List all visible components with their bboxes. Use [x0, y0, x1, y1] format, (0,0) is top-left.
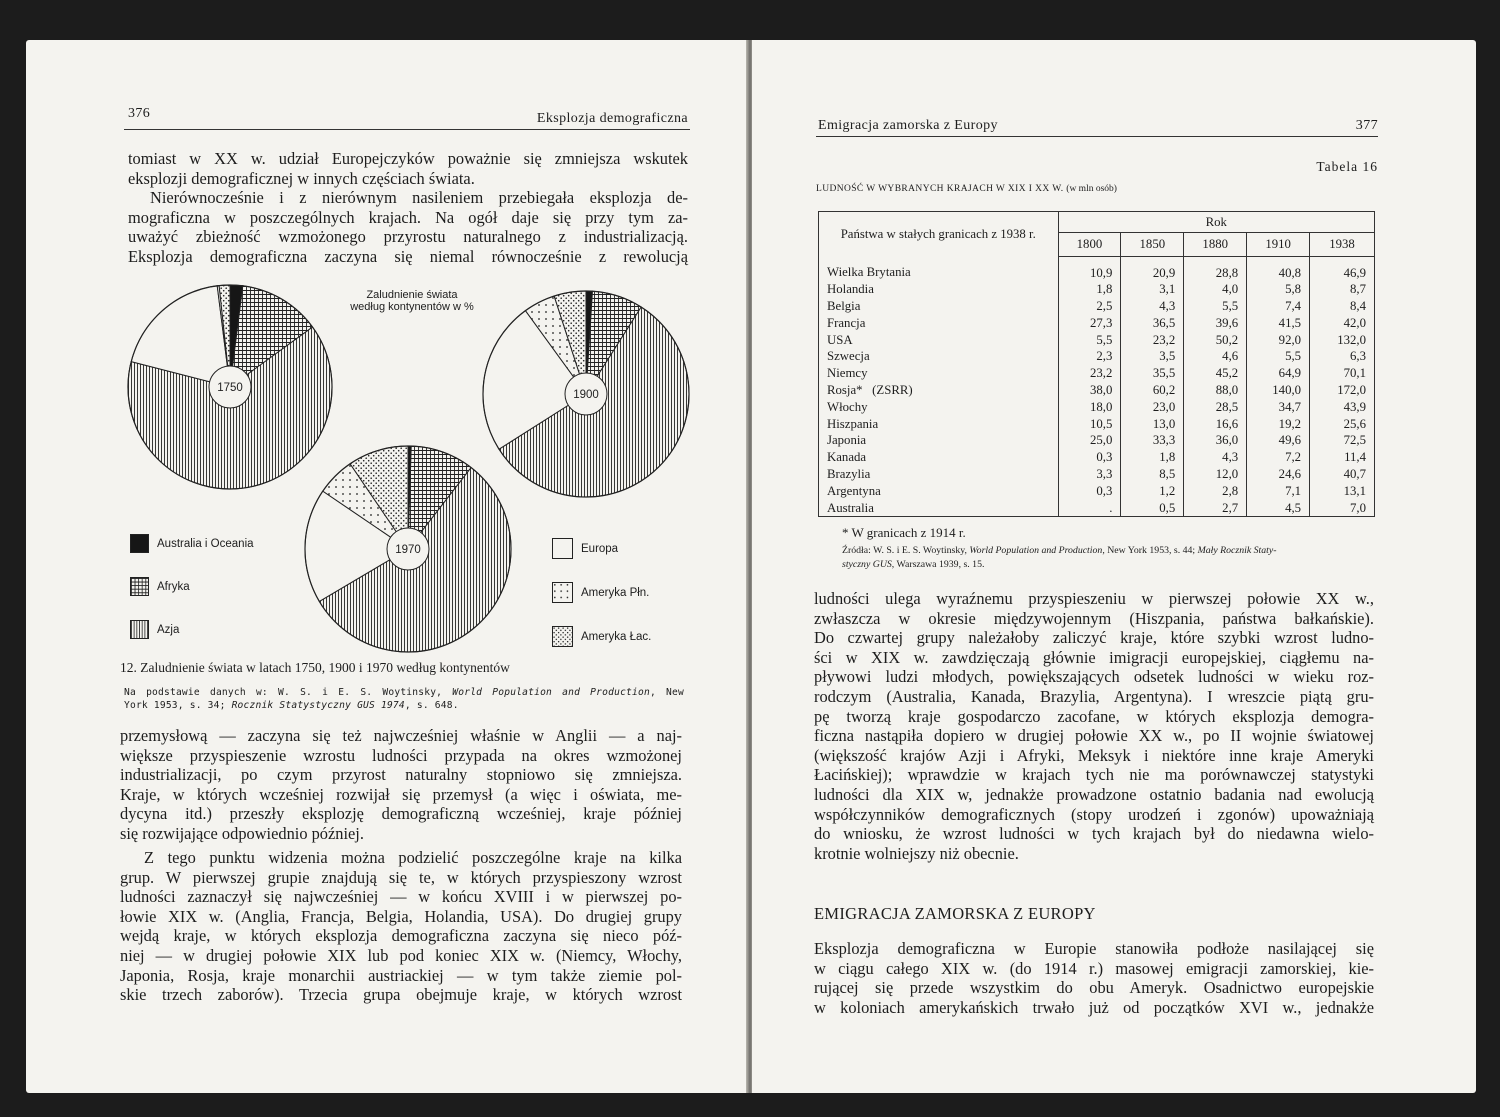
value-cell: 39,6	[1184, 315, 1247, 332]
value-cell: 19,2	[1247, 416, 1310, 433]
table-row	[819, 399, 1375, 416]
text-line: krotnie wolniejszy niż obecnie.	[814, 843, 1019, 863]
value-cell: 8,7	[1310, 281, 1375, 298]
text-line: rującej się przede wszystkim do obu Ameryk. Osadnictwo europejskie	[814, 978, 1374, 998]
value-cell: 43,9	[1310, 399, 1375, 416]
table-title-main: LUDNOŚĆ W WYBRANYCH KRAJACH W XIX I XX W.	[816, 184, 1064, 194]
text-line: uważyć zbieżność wzmożonego przyrostu naturalnego z industrializacją.	[128, 227, 688, 247]
value-cell: 172,0	[1310, 382, 1375, 399]
text-line: wejdą kraje, w których eksplozja demograficzna zaczyna się nieco póź-	[120, 926, 682, 946]
legend-label: Azja	[157, 623, 180, 636]
column-group-header: Rok	[1058, 212, 1375, 233]
text-line: większe przyspieszenie wzrostu ludności przypada na okres wzmożonej	[120, 745, 682, 765]
paragraph-bottom-right	[814, 939, 1374, 1017]
value-cell: 4,3	[1121, 298, 1184, 315]
column-header-year: 1938	[1310, 233, 1375, 256]
country-cell: Holandia	[819, 281, 1059, 298]
table-row	[819, 432, 1375, 449]
country-cell: Szwecja	[819, 348, 1059, 365]
value-cell: 64,9	[1247, 365, 1310, 382]
value-cell: 3,5	[1121, 348, 1184, 365]
value-cell: 2,8	[1184, 483, 1247, 500]
source-text: Źródła: W. S. i E. S. Woytinsky,	[842, 545, 970, 556]
country-cell: Argentyna	[819, 483, 1059, 500]
value-cell: 70,1	[1310, 365, 1375, 382]
text-line: Kraje, w których wcześniej rozwijał się przemysł (a więc i oświata, me-	[120, 784, 682, 804]
pie-year-label: 1750	[217, 382, 243, 394]
value-cell: 36,0	[1184, 432, 1247, 449]
table-row	[819, 382, 1375, 399]
value-cell: 25,6	[1310, 416, 1375, 433]
table-title-unit: (w mln osób)	[1066, 184, 1117, 194]
source-text: , Warszawa 1939, s. 15.	[891, 558, 985, 570]
value-cell: 2,3	[1058, 348, 1121, 365]
table-title	[816, 184, 1117, 194]
source-line	[124, 686, 684, 699]
pie-1900	[483, 291, 689, 497]
text-line: Z tego punktu widzenia można podzielić poszczególne kraje na kilka	[144, 848, 682, 867]
text-line: Japonia, Rosja, kraje monarchii austriackiej — w tym także ziemie pol-	[120, 965, 682, 985]
text-line: Nierównocześnie i z nierównym nasileniem przebiegała eksplozja de-	[150, 188, 688, 208]
value-cell: 7,4	[1247, 298, 1310, 315]
text-line: zwłaszcza w okresie międzywojennym (Hiszpania, państwa bałkańskie).	[814, 608, 1374, 628]
value-cell: 60,2	[1121, 382, 1184, 399]
value-cell: 6,3	[1310, 348, 1375, 365]
value-cell: 50,2	[1184, 332, 1247, 349]
source-title: World Population and Production	[452, 687, 650, 698]
value-cell: 3,3	[1058, 466, 1121, 483]
country-cell: Rosja* (ZSRR)	[819, 382, 1059, 399]
country-cell: Wielka Brytania	[819, 256, 1059, 281]
value-cell: 34,7	[1247, 399, 1310, 416]
value-cell: 38,0	[1058, 382, 1121, 399]
text-line: tomiast w XX w. udział Europejczyków poważnie się zmniejsza wskutek	[128, 149, 688, 168]
value-cell: 5,5	[1247, 348, 1310, 365]
value-cell: 140,0	[1247, 382, 1310, 399]
value-cell: 72,5	[1310, 432, 1375, 449]
paragraph-mid-left	[120, 726, 682, 844]
pie-charts	[110, 282, 710, 660]
text-line: współczynników demograficznych (stopy urodzeń i zgonów) upoważniają	[814, 804, 1374, 824]
source-line	[842, 558, 1378, 572]
value-cell: 4,3	[1184, 449, 1247, 466]
value-cell: 27,3	[1058, 315, 1121, 332]
country-cell: Francja	[819, 315, 1059, 332]
figure-source	[124, 686, 684, 712]
value-cell: 132,0	[1310, 332, 1375, 349]
table-row	[819, 281, 1375, 298]
text-line: (większość krajów Azji i Afryki, Meksyk i niektóre inne kraje Ameryki	[814, 745, 1374, 765]
column-header-year: 1910	[1247, 233, 1310, 256]
chart-title-line: Zaludnienie świata	[366, 289, 458, 301]
figure-caption: 12. Zaludnienie świata w latach 1750, 1900 i 1970 według kontynentów	[120, 660, 510, 675]
value-cell: 8,5	[1121, 466, 1184, 483]
section-title: EMIGRACJA ZAMORSKA Z EUROPY	[814, 904, 1096, 923]
text-line: dycyna itd.) przeszły eksplozję demograficzną wcześniej, kraje później	[120, 804, 682, 824]
pie-year-label: 1970	[395, 544, 421, 556]
value-cell: 1,8	[1058, 281, 1121, 298]
source-text: York 1953, s. 34;	[124, 700, 232, 711]
value-cell: 92,0	[1247, 332, 1310, 349]
value-cell: 41,5	[1247, 315, 1310, 332]
pie-1970	[305, 446, 511, 652]
column-header-country: Państwa w stałych granicach z 1938 r.	[819, 212, 1059, 257]
value-cell: 20,9	[1121, 256, 1184, 281]
text-line: skie trzech zaborów). Trzecia grupa obejmuje kraje, w których wzrost	[120, 985, 682, 1005]
column-header-year: 1850	[1121, 233, 1184, 256]
value-cell: 16,6	[1184, 416, 1247, 433]
country-cell: USA	[819, 332, 1059, 349]
column-header-year: 1880	[1184, 233, 1247, 256]
value-cell: 23,2	[1121, 332, 1184, 349]
value-cell: 7,2	[1247, 449, 1310, 466]
value-cell: 1,8	[1121, 449, 1184, 466]
text-line: ficzna nastąpiła dopiero w drugiej połowie XX w., po II wojnie światowej	[814, 726, 1374, 746]
table-row	[819, 483, 1375, 500]
value-cell: 3,1	[1121, 281, 1184, 298]
value-cell: 45,2	[1184, 365, 1247, 382]
page-number-left: 376	[128, 106, 151, 121]
text-line: grup. W pierwszej grupie znajdują się te, w których przyspieszony wzrost	[120, 867, 682, 887]
legend-label: Australia i Oceania	[157, 537, 254, 550]
source-title: Rocznik Statystyczny GUS 1974	[231, 700, 405, 711]
page-number-right: 377	[1355, 118, 1378, 133]
table-footnote: * W granicach z 1914 r.	[842, 525, 966, 540]
country-cell: Belgia	[819, 298, 1059, 315]
source-text: , s. 648.	[404, 700, 459, 711]
value-cell: 40,8	[1247, 256, 1310, 281]
source-title: styczny GUS	[842, 558, 892, 570]
value-cell: 40,7	[1310, 466, 1375, 483]
paragraph-bottom-left	[120, 848, 682, 1005]
country-cell: Australia	[819, 500, 1059, 517]
legend-label: Ameryka Płn.	[581, 586, 650, 599]
table-row	[819, 298, 1375, 315]
text-line: przemysłową — zaczyna się też najwcześniej właśnie w Anglii — a naj-	[120, 726, 682, 745]
value-cell: 12,0	[1184, 466, 1247, 483]
value-cell: 11,4	[1310, 449, 1375, 466]
table-row	[819, 332, 1375, 349]
value-cell: 1,2	[1121, 483, 1184, 500]
value-cell: 42,0	[1310, 315, 1375, 332]
table-row	[819, 348, 1375, 365]
value-cell: 5,5	[1184, 298, 1247, 315]
country-cell: Brazylia	[819, 466, 1059, 483]
value-cell: 0,3	[1058, 449, 1121, 466]
source-text: Na podstawie danych w: W. S. i E. S. Woytinsky,	[124, 687, 453, 698]
value-cell: 13,1	[1310, 483, 1375, 500]
value-cell: 0,3	[1058, 483, 1121, 500]
text-line: w ciągu całego XIX w. (do 1914 r.) masowej emigracji zamorskiej, kie-	[814, 958, 1374, 978]
country-cell: Niemcy	[819, 365, 1059, 382]
value-cell: 24,6	[1247, 466, 1310, 483]
text-line: ludności dla XIX w, jednakże prowadzone ostatnio badania nad ewolucją	[814, 784, 1374, 804]
paragraph-top-left	[128, 149, 688, 267]
value-cell: 2,7	[1184, 500, 1247, 517]
table-row	[819, 500, 1375, 517]
text-line: pę tworzą kraje gospodarczo zacofane, w których eksplozja demogra-	[814, 706, 1374, 726]
table-source	[842, 544, 1378, 571]
value-cell: 5,8	[1247, 281, 1310, 298]
table-row	[819, 416, 1375, 433]
value-cell: 49,6	[1247, 432, 1310, 449]
table-row	[819, 315, 1375, 332]
paragraph-top-right	[814, 589, 1374, 863]
source-line	[124, 699, 684, 712]
table-row	[819, 256, 1375, 281]
pies-layer	[128, 285, 689, 652]
value-cell: 4,0	[1184, 281, 1247, 298]
value-cell: 10,5	[1058, 416, 1121, 433]
text-line: industrializacji, po czym przyrost naturalny stopniowo się zmniejsza.	[120, 765, 682, 785]
header-rule	[124, 129, 690, 130]
value-cell: 88,0	[1184, 382, 1247, 399]
text-line: ludności ulega wyraźnemu przyspieszeniu w pierwszej połowie XX w.,	[814, 589, 1374, 608]
value-cell: .	[1058, 500, 1121, 517]
value-cell: 46,9	[1310, 256, 1375, 281]
text-line: Eksplozja demograficzna zaczyna się niemal równocześnie z rewolucją	[128, 246, 688, 266]
text-line: Łacińskiej); wprawdzie w krajach tych nie ma porównawczej statystyki	[814, 765, 1374, 785]
country-cell: Włochy	[819, 399, 1059, 416]
text-line: pływowi ludzi młodych, powiększających odsetek ludności w wieku roz-	[814, 667, 1374, 687]
table-label: Tabela 16	[1316, 159, 1378, 174]
text-line: eksplozji demograficznej w innych częściach świata.	[128, 168, 475, 188]
text-line: się rozwijające odpowiednio później.	[120, 823, 364, 843]
text-line: Do czwartej grupy należałoby zaliczyć kraje, które szybki wzrost ludno-	[814, 628, 1374, 648]
source-title: Mały Rocznik Staty-	[1197, 545, 1277, 556]
value-cell: 28,8	[1184, 256, 1247, 281]
source-text: , New York 1953, s. 44;	[1102, 545, 1198, 556]
text-line: Eksplozja demograficzna w Europie stanowiła podłoże nasilającej się	[814, 939, 1374, 958]
value-cell: 7,0	[1310, 500, 1375, 517]
value-cell: 0,5	[1121, 500, 1184, 517]
source-line	[842, 544, 1378, 558]
text-line: w koloniach amerykańskich trwało już od początków XVI w., jednakże	[814, 997, 1374, 1017]
chart-title-line: według kontynentów w %	[350, 301, 474, 313]
value-cell: 33,3	[1121, 432, 1184, 449]
value-cell: 8,4	[1310, 298, 1375, 315]
legend-label: Europa	[581, 542, 619, 555]
column-header-year: 1800	[1058, 233, 1121, 256]
running-head-right: Emigracja zamorska z Europy	[818, 118, 998, 133]
table-row	[819, 449, 1375, 466]
country-cell: Japonia	[819, 432, 1059, 449]
value-cell: 4,6	[1184, 348, 1247, 365]
text-line: łowie XIX w. (Anglia, Francja, Belgia, Holandia, USA). Do drugiej grupy	[120, 906, 682, 926]
table-row	[819, 365, 1375, 382]
value-cell: 25,0	[1058, 432, 1121, 449]
source-text: , New	[649, 687, 684, 698]
pie-1750	[128, 285, 332, 489]
value-cell: 35,5	[1121, 365, 1184, 382]
text-line: mograficzna w poszczególnych krajach. Na ogół daje się przy tym za-	[128, 207, 688, 227]
right-page	[752, 40, 1476, 1093]
population-table	[818, 211, 1375, 517]
text-line: rodczym (Australia, Kanada, Brazylia, Argentyna). I wreszcie piątą gru-	[814, 686, 1374, 706]
text-line: ści w XIX w. zawdzięczają głównie imigracji europejskiej, ciągłemu na-	[814, 647, 1374, 667]
source-title: World Population and Production	[969, 545, 1103, 556]
value-cell: 10,9	[1058, 256, 1121, 281]
value-cell: 5,5	[1058, 332, 1121, 349]
legend-label: Ameryka Łac.	[581, 630, 652, 643]
country-cell: Hiszpania	[819, 416, 1059, 433]
header-rule	[816, 136, 1378, 137]
legend-label: Afryka	[157, 580, 190, 593]
text-line: do wniosku, że wzrost ludności w tych krajach był do niedawna wielo-	[814, 824, 1374, 844]
value-cell: 18,0	[1058, 399, 1121, 416]
value-cell: 23,0	[1121, 399, 1184, 416]
value-cell: 2,5	[1058, 298, 1121, 315]
value-cell: 28,5	[1184, 399, 1247, 416]
running-head-left: Eksplozja demograficzna	[536, 111, 688, 126]
value-cell: 23,2	[1058, 365, 1121, 382]
country-cell: Kanada	[819, 449, 1059, 466]
value-cell: 36,5	[1121, 315, 1184, 332]
table-row	[819, 466, 1375, 483]
value-cell: 13,0	[1121, 416, 1184, 433]
text-line: niej — w drugiej połowie XIX lub pod koniec XIX w. (Niemcy, Włochy,	[120, 945, 682, 965]
value-cell: 4,5	[1247, 500, 1310, 517]
pie-year-label: 1900	[573, 389, 599, 401]
text-line: ludności zaznaczył się najwcześniej — w końcu XVIII i w pierwszej po-	[120, 887, 682, 907]
value-cell: 7,1	[1247, 483, 1310, 500]
